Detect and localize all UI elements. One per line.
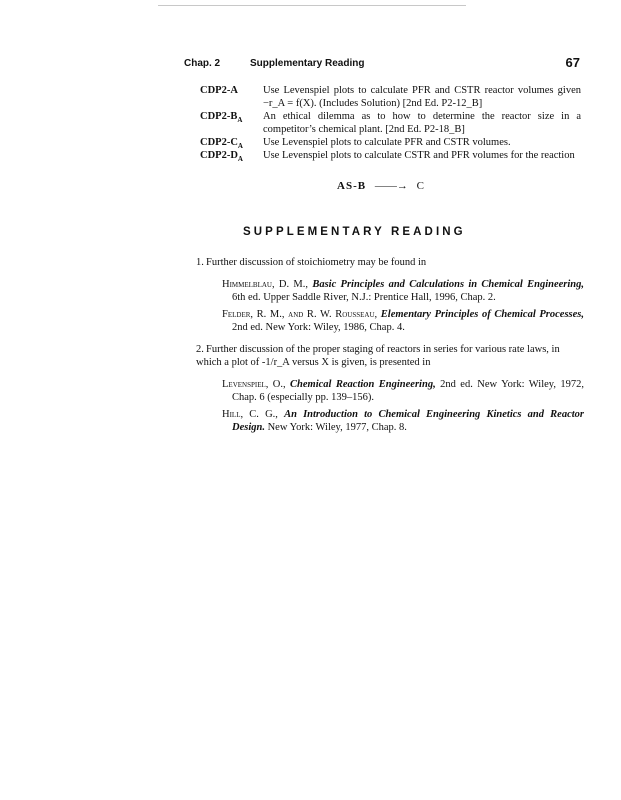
reference-details: 2nd ed. New York: Wiley, 1986, Chap. 4.: [232, 322, 405, 333]
problem-text: Use Levenspiel plots to calculate CSTR and PFR volumes for the reaction: [263, 150, 575, 161]
reference-title: Chemical Reaction Engineering,: [290, 379, 436, 390]
supplementary-reading: [196, 256, 584, 443]
problem-item: [200, 136, 581, 149]
problem-item: [200, 110, 581, 136]
reading-item-2: [196, 343, 584, 369]
reference-author: Himmelblau, D. M.,: [222, 279, 308, 290]
item-lead-text: Further discussion of the proper staging of reactors in series for various rate laws, in which a plot of -1/r_A versus X is given, is presented in: [196, 344, 560, 368]
problem-item: [200, 149, 581, 162]
page-number: 67: [565, 55, 580, 70]
top-rule: [158, 5, 466, 6]
problem-item: [200, 84, 581, 110]
problem-code: $CDP2-D_A$: [200, 150, 243, 164]
chapter-title: Supplementary Reading: [250, 58, 365, 69]
page-header: [184, 55, 580, 73]
section-title: SUPPLEMENTARY READING: [243, 226, 466, 238]
reference-author: Felder, R. M., and R. W. Rousseau,: [222, 309, 378, 320]
problem-code: CDP2-A: [200, 85, 238, 96]
reference-author: Hill, C. G.,: [222, 409, 278, 420]
reference-details: 6th ed. Upper Saddle River, N.J.: Prentice Hall, 1996, Chap. 2.: [232, 292, 496, 303]
item-number: 1.: [196, 257, 204, 268]
reaction-product: C: [416, 180, 424, 192]
reference-title: An Introduction to Chemical Engineering Kinetics and Reactor Design.: [232, 409, 584, 433]
reading-item-1: [196, 256, 584, 269]
item-lead-text: Further discussion of stoichiometry may be found in: [206, 257, 427, 268]
problem-code: $CDP2-C_A$: [200, 137, 243, 151]
reaction-arrow: ——→: [374, 180, 408, 192]
problem-text: An ethical dilemma as to how to determine the reactor size in a competitor’s chemical plant. [2nd Ed. P2-18_B]: [263, 111, 581, 135]
reference-details: 2nd ed. New York: Wiley, 1972, Chap. 6 (especially pp. 139–156).: [232, 379, 585, 403]
reference: [222, 408, 584, 434]
reference-title: Basic Principles and Calculations in Chemical Engineering,: [312, 279, 585, 290]
problem-text: Use Levenspiel plots to calculate PFR and CSTR volumes.: [263, 137, 511, 148]
problem-code: $CDP2-B_A$: [200, 111, 243, 125]
problem-list: [200, 84, 581, 162]
item-number: 2.: [196, 344, 204, 355]
reference: [222, 378, 584, 404]
problem-text: Use Levenspiel plots to calculate PFR and CSTR reactor volumes given −r_A = f(X). (Includes Solution) [2nd Ed. P2-12_B]: [263, 85, 581, 109]
reference-list: [222, 278, 584, 334]
reference: [222, 278, 584, 304]
reaction-equation: [0, 180, 621, 192]
reference-author: Levenspiel, O.,: [222, 379, 286, 390]
reference-details: New York: Wiley, 1977, Chap. 8.: [267, 422, 407, 433]
chapter-label: Chap. 2: [184, 58, 221, 69]
reaction-reactants: AS-B: [337, 180, 367, 192]
reference: [222, 308, 584, 334]
reference-title: Elementary Principles of Chemical Processes,: [380, 309, 585, 320]
reference-list: [222, 378, 584, 434]
